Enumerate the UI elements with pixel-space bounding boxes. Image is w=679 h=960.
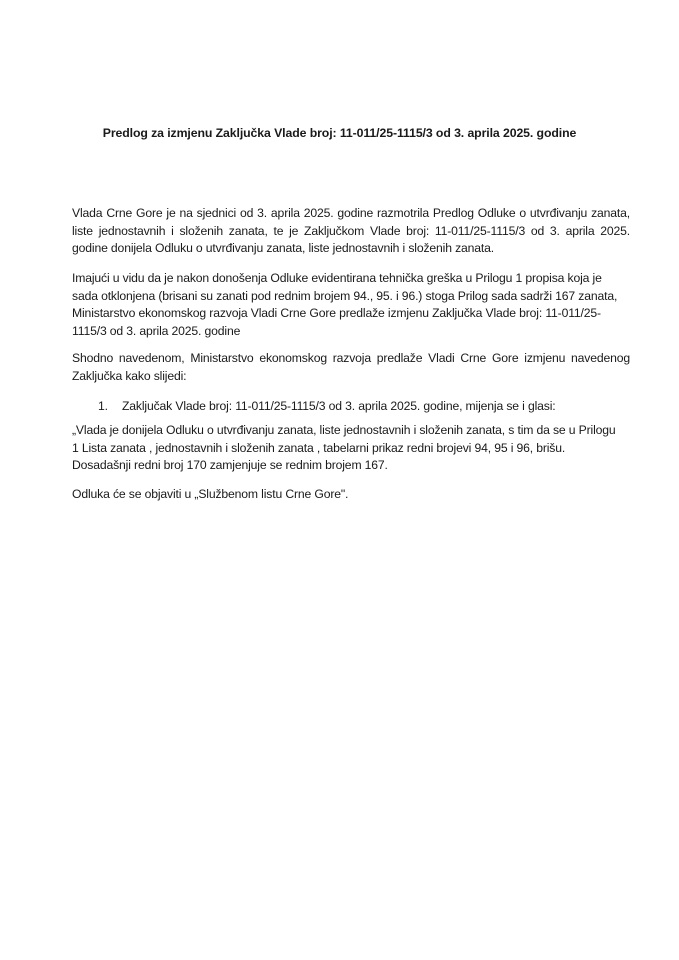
list-item-text: Zaključak Vlade broj: 11-011/25-1115/3 od 3. aprila 2025. godine, mijenja se i glasi: bbox=[122, 399, 556, 413]
paragraph-session-decision: Vlada Crne Gore je na sjednici od 3. aprila 2025. godine razmotrila Predlog Odluke o utvrđivanju zanata, liste jednostavnih i složenih zanata, te je Zaključkom Vlade broj: 11-011/25-1115/3 od 3. aprila 2025. godine donijela Odluku o utvrđivanju zanata, liste jednostavnih i složenih zanata. bbox=[72, 206, 630, 255]
quote-line: 1 Lista zanata , jednostavnih i složenih zanata , tabelarni prikaz redni brojevi 94, 95 i 96, brišu. bbox=[72, 440, 566, 455]
quote-line: „Vlada je donijela Odluku o utvrđivanju zanata, liste jednostavnih i složenih zanata, s tim da se u Prilogu bbox=[72, 423, 616, 437]
quoted-decision-text bbox=[72, 422, 630, 475]
closing-statement: Odluka će se objaviti u „Službenom listu Crne Gore". bbox=[72, 487, 349, 501]
document-title: Predlog za izmjenu Zaključka Vlade broj: 11-011/25-1115/3 od 3. aprila 2025. godine bbox=[102, 126, 577, 140]
paragraph-line: Ministarstvo ekonomskog razvoja Vladi Crne Gore predlaže izmjenu Zaključka Vlade broj: 11-011/25- bbox=[72, 306, 601, 320]
quote-line: Dosadašnji redni broj 170 zamjenjuje se rednim brojem 167. bbox=[72, 458, 388, 472]
paragraph-line: 1115/3 od 3. aprila 2025. godine bbox=[72, 323, 241, 338]
paragraph-line: Imajući u vidu da je nakon donošenja Odluke evidentirana tehnička greška u Prilogu 1 propisa koja je bbox=[72, 271, 602, 285]
list-item bbox=[98, 398, 638, 416]
paragraph-proposal: Shodno navedenom, Ministarstvo ekonomskog razvoja predlaže Vladi Crne Gore izmjenu navedenog Zaključka kako slijedi: bbox=[72, 351, 630, 383]
paragraph-technical-error bbox=[72, 270, 630, 340]
paragraph-line: sada otklonjena (brisani su zanati pod rednim brojem 94., 95. i 96.) stoga Prilog sada sadrži 167 zanata, bbox=[72, 288, 618, 303]
list-item-number: 1. bbox=[98, 399, 108, 413]
